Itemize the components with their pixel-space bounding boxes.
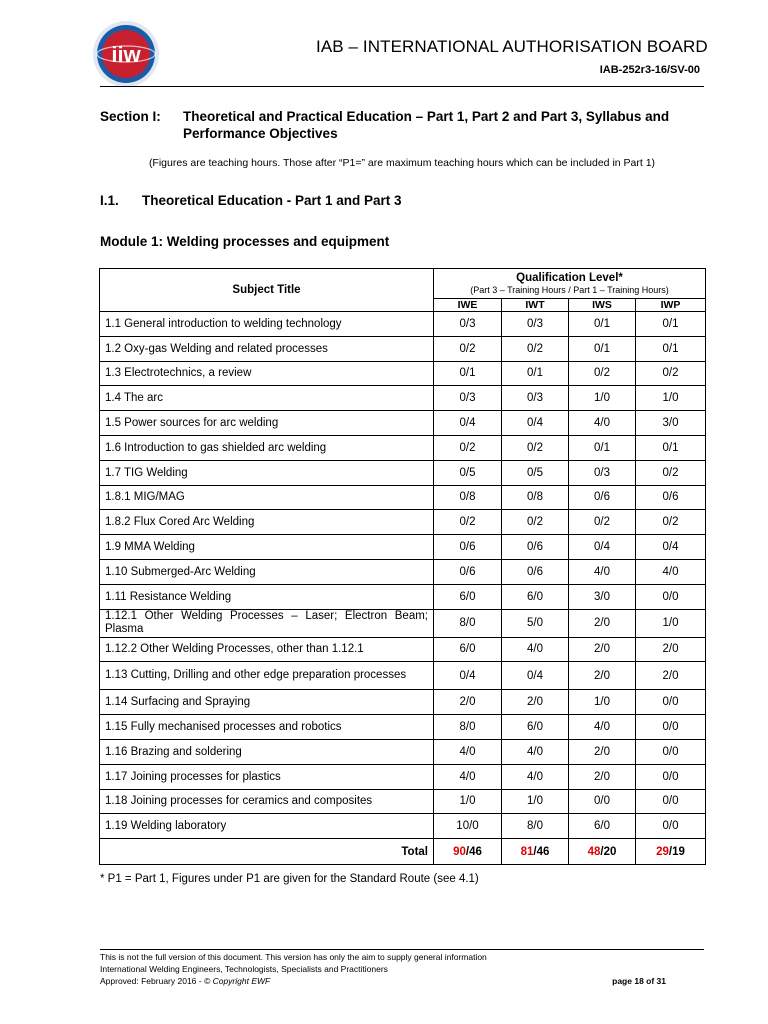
subject-cell: 1.8.1 MIG/MAG: [100, 485, 434, 510]
hours-cell-iwe: 8/0: [434, 715, 502, 740]
footer-audience: International Welding Engineers, Technologists, Specialists and Practitioners: [100, 964, 388, 974]
hours-cell-iws: 0/1: [569, 336, 636, 361]
hours-cell-iwt: 0/3: [502, 386, 569, 411]
hours-cell-iws: 2/0: [569, 637, 636, 662]
total-part3-hours: 81: [520, 845, 534, 858]
subject-cell: 1.6 Introduction to gas shielded arc welding: [100, 435, 434, 460]
table-row: [100, 789, 706, 814]
subject-cell: 1.18 Joining processes for ceramics and composites: [100, 789, 434, 814]
hours-cell-iwe: 2/0: [434, 690, 502, 715]
document-reference: IAB-252r3-16/SV-00: [599, 64, 700, 76]
section-title: Theoretical and Practical Education – Part 1, Part 2 and Part 3, Syllabus and Performance Objectives: [183, 109, 670, 141]
table-row: [100, 637, 706, 662]
hours-cell-iwp: 0/0: [636, 584, 706, 609]
total-part1-hours: /19: [668, 845, 685, 858]
hours-cell-iwp: 0/0: [636, 690, 706, 715]
hours-cell-iwt: 6/0: [502, 715, 569, 740]
hours-cell-iwp: 2/0: [636, 637, 706, 662]
table-row: [100, 411, 706, 436]
hours-cell-iwp: 0/1: [636, 336, 706, 361]
hours-cell-iwt: 4/0: [502, 739, 569, 764]
table-row: [100, 312, 706, 337]
column-header-iwe: IWE: [434, 299, 502, 312]
column-header-iws: IWS: [569, 299, 636, 312]
subject-cell: 1.2 Oxy-gas Welding and related processes: [100, 336, 434, 361]
total-cell-iws: [569, 839, 636, 865]
hours-cell-iwp: 0/2: [636, 361, 706, 386]
approval-date: Approved: February 2016 -: [100, 976, 204, 986]
total-part1-hours: /20: [600, 845, 617, 858]
table-row: [100, 559, 706, 584]
hours-cell-iwp: 0/1: [636, 435, 706, 460]
hours-cell-iwt: 0/3: [502, 312, 569, 337]
hours-cell-iwe: 0/2: [434, 510, 502, 535]
total-part3-hours: 29: [656, 845, 669, 858]
hours-cell-iwp: 0/0: [636, 764, 706, 789]
subject-title-header: Subject Title: [100, 269, 434, 312]
hours-cell-iws: 0/2: [569, 361, 636, 386]
total-label: Total: [100, 839, 434, 865]
hours-cell-iwe: 0/2: [434, 336, 502, 361]
hours-cell-iws: 1/0: [569, 386, 636, 411]
hours-cell-iws: 0/2: [569, 510, 636, 535]
hours-cell-iwe: 6/0: [434, 637, 502, 662]
hours-cell-iws: 2/0: [569, 739, 636, 764]
section-number: Section I:: [100, 109, 161, 124]
hours-cell-iwt: 1/0: [502, 789, 569, 814]
subject-cell: 1.4 The arc: [100, 386, 434, 411]
hours-cell-iws: 2/0: [569, 764, 636, 789]
hours-cell-iwe: 0/6: [434, 559, 502, 584]
hours-cell-iwe: 0/2: [434, 435, 502, 460]
hours-cell-iwe: 0/1: [434, 361, 502, 386]
footer-divider: [100, 949, 704, 950]
hours-cell-iws: 4/0: [569, 559, 636, 584]
total-cell-iwt: [502, 839, 569, 865]
hours-cell-iws: 4/0: [569, 411, 636, 436]
hours-cell-iws: 4/0: [569, 715, 636, 740]
footer-approval: [100, 976, 270, 986]
hours-cell-iws: 0/1: [569, 312, 636, 337]
subject-cell: 1.3 Electrotechnics, a review: [100, 361, 434, 386]
hours-cell-iwe: 4/0: [434, 739, 502, 764]
hours-cell-iwe: 0/5: [434, 460, 502, 485]
hours-cell-iws: 0/1: [569, 435, 636, 460]
hours-cell-iwp: 0/0: [636, 789, 706, 814]
hours-cell-iwe: 0/4: [434, 411, 502, 436]
hours-cell-iwp: 1/0: [636, 609, 706, 637]
hours-cell-iwe: 0/6: [434, 535, 502, 560]
hours-cell-iwp: 4/0: [636, 559, 706, 584]
subject-cell: 1.14 Surfacing and Spraying: [100, 690, 434, 715]
table-row: [100, 690, 706, 715]
hours-cell-iws: 2/0: [569, 609, 636, 637]
teaching-hours-note: (Figures are teaching hours. Those after “P1=” are maximum teaching hours which can be included in Part 1): [148, 157, 656, 169]
hours-cell-iwe: 4/0: [434, 764, 502, 789]
hours-cell-iwe: 0/8: [434, 485, 502, 510]
board-title: IAB – INTERNATIONAL AUTHORISATION BOARD: [316, 37, 708, 56]
subject-cell: 1.12.1 Other Welding Processes – Laser; Electron Beam; Plasma: [100, 609, 434, 637]
subsection-title: Theoretical Education - Part 1 and Part 3: [142, 193, 402, 208]
table-row: [100, 485, 706, 510]
table-row: [100, 535, 706, 560]
subject-cell: 1.5 Power sources for arc welding: [100, 411, 434, 436]
total-cell-iwp: [636, 839, 706, 865]
hours-cell-iwt: 0/1: [502, 361, 569, 386]
hours-cell-iwt: 0/4: [502, 411, 569, 436]
hours-cell-iws: 0/6: [569, 485, 636, 510]
table-row: [100, 715, 706, 740]
hours-cell-iwp: 0/4: [636, 535, 706, 560]
hours-cell-iwt: 0/5: [502, 460, 569, 485]
hours-cell-iws: 1/0: [569, 690, 636, 715]
hours-cell-iwt: 8/0: [502, 814, 569, 839]
hours-cell-iwp: 3/0: [636, 411, 706, 436]
total-part3-hours: 48: [587, 845, 601, 858]
subject-cell: 1.8.2 Flux Cored Arc Welding: [100, 510, 434, 535]
hours-cell-iwp: 0/0: [636, 715, 706, 740]
hours-cell-iwp: 1/0: [636, 386, 706, 411]
hours-cell-iwt: 2/0: [502, 690, 569, 715]
table-row: [100, 739, 706, 764]
qualification-level-header: [434, 269, 706, 299]
subject-cell: 1.10 Submerged-Arc Welding: [100, 559, 434, 584]
subject-cell: 1.16 Brazing and soldering: [100, 739, 434, 764]
subject-cell: 1.11 Resistance Welding: [100, 584, 434, 609]
hours-cell-iws: 2/0: [569, 662, 636, 690]
footer-disclaimer: This is not the full version of this document. This version has only the aim to supply general information: [100, 952, 487, 962]
hours-cell-iwt: 0/4: [502, 662, 569, 690]
hours-cell-iws: 0/3: [569, 460, 636, 485]
total-part1-hours: /46: [533, 845, 550, 858]
hours-cell-iwt: 0/6: [502, 535, 569, 560]
header-divider: [100, 86, 704, 87]
hours-cell-iwt: 4/0: [502, 764, 569, 789]
hours-cell-iwp: 0/0: [636, 739, 706, 764]
table-row: [100, 386, 706, 411]
hours-cell-iwt: 0/2: [502, 510, 569, 535]
hours-cell-iwp: 0/2: [636, 460, 706, 485]
hours-cell-iwt: 0/6: [502, 559, 569, 584]
hours-cell-iwe: 0/3: [434, 312, 502, 337]
footnote: * P1 = Part 1, Figures under P1 are given for the Standard Route (see 4.1): [100, 873, 479, 885]
hours-cell-iwt: 4/0: [502, 637, 569, 662]
hours-cell-iwe: 6/0: [434, 584, 502, 609]
table-row: [100, 435, 706, 460]
table-row: [100, 764, 706, 789]
subject-cell: 1.9 MMA Welding: [100, 535, 434, 560]
iiw-logo: [92, 20, 160, 88]
column-header-iwt: IWT: [502, 299, 569, 312]
hours-cell-iwt: 0/2: [502, 336, 569, 361]
table-row: [100, 609, 706, 637]
hours-cell-iws: 0/4: [569, 535, 636, 560]
table-row: [100, 361, 706, 386]
hours-cell-iwp: 0/1: [636, 312, 706, 337]
total-row: [100, 839, 706, 865]
hours-cell-iwe: 0/4: [434, 662, 502, 690]
hours-cell-iwt: 6/0: [502, 584, 569, 609]
subsection-number: I.1.: [100, 193, 119, 208]
hours-cell-iwp: 0/2: [636, 510, 706, 535]
table-row: [100, 460, 706, 485]
hours-cell-iwp: 0/0: [636, 814, 706, 839]
hours-cell-iwe: 10/0: [434, 814, 502, 839]
table-row: [100, 662, 706, 690]
hours-cell-iwt: 5/0: [502, 609, 569, 637]
hours-cell-iwp: 0/6: [636, 485, 706, 510]
table-row: [100, 336, 706, 361]
total-part1-hours: /46: [465, 845, 482, 858]
hours-cell-iwt: 0/2: [502, 435, 569, 460]
table-row: [100, 814, 706, 839]
page-number: page 18 of 31: [612, 976, 666, 986]
total-cell-iwe: [434, 839, 502, 865]
table-row: [100, 510, 706, 535]
hours-cell-iwe: 0/3: [434, 386, 502, 411]
qualification-level-title: Qualification Level*: [516, 272, 623, 284]
hours-cell-iws: 3/0: [569, 584, 636, 609]
logo-text: iiw: [111, 42, 141, 67]
hours-cell-iws: 0/0: [569, 789, 636, 814]
qualification-level-subtitle: (Part 3 – Training Hours / Part 1 – Training Hours): [470, 285, 669, 295]
hours-cell-iwt: 0/8: [502, 485, 569, 510]
hours-cell-iwe: 1/0: [434, 789, 502, 814]
hours-cell-iws: 6/0: [569, 814, 636, 839]
module-title: Module 1: Welding processes and equipment: [100, 234, 390, 249]
copyright: © Copyright EWF: [203, 976, 271, 986]
subject-cell: 1.13 Cutting, Drilling and other edge preparation processes: [100, 662, 434, 690]
subject-cell: 1.15 Fully mechanised processes and robotics: [100, 715, 434, 740]
subject-cell: 1.19 Welding laboratory: [100, 814, 434, 839]
subject-cell: 1.1 General introduction to welding technology: [100, 312, 434, 337]
total-part3-hours: 90: [453, 845, 466, 858]
column-header-iwp: IWP: [636, 299, 706, 312]
syllabus-table: [99, 268, 706, 865]
hours-cell-iwe: 8/0: [434, 609, 502, 637]
subject-cell: 1.7 TIG Welding: [100, 460, 434, 485]
subject-cell: 1.12.2 Other Welding Processes, other than 1.12.1: [100, 637, 434, 662]
table-row: [100, 584, 706, 609]
hours-cell-iwp: 2/0: [636, 662, 706, 690]
subject-cell: 1.17 Joining processes for plastics: [100, 764, 434, 789]
